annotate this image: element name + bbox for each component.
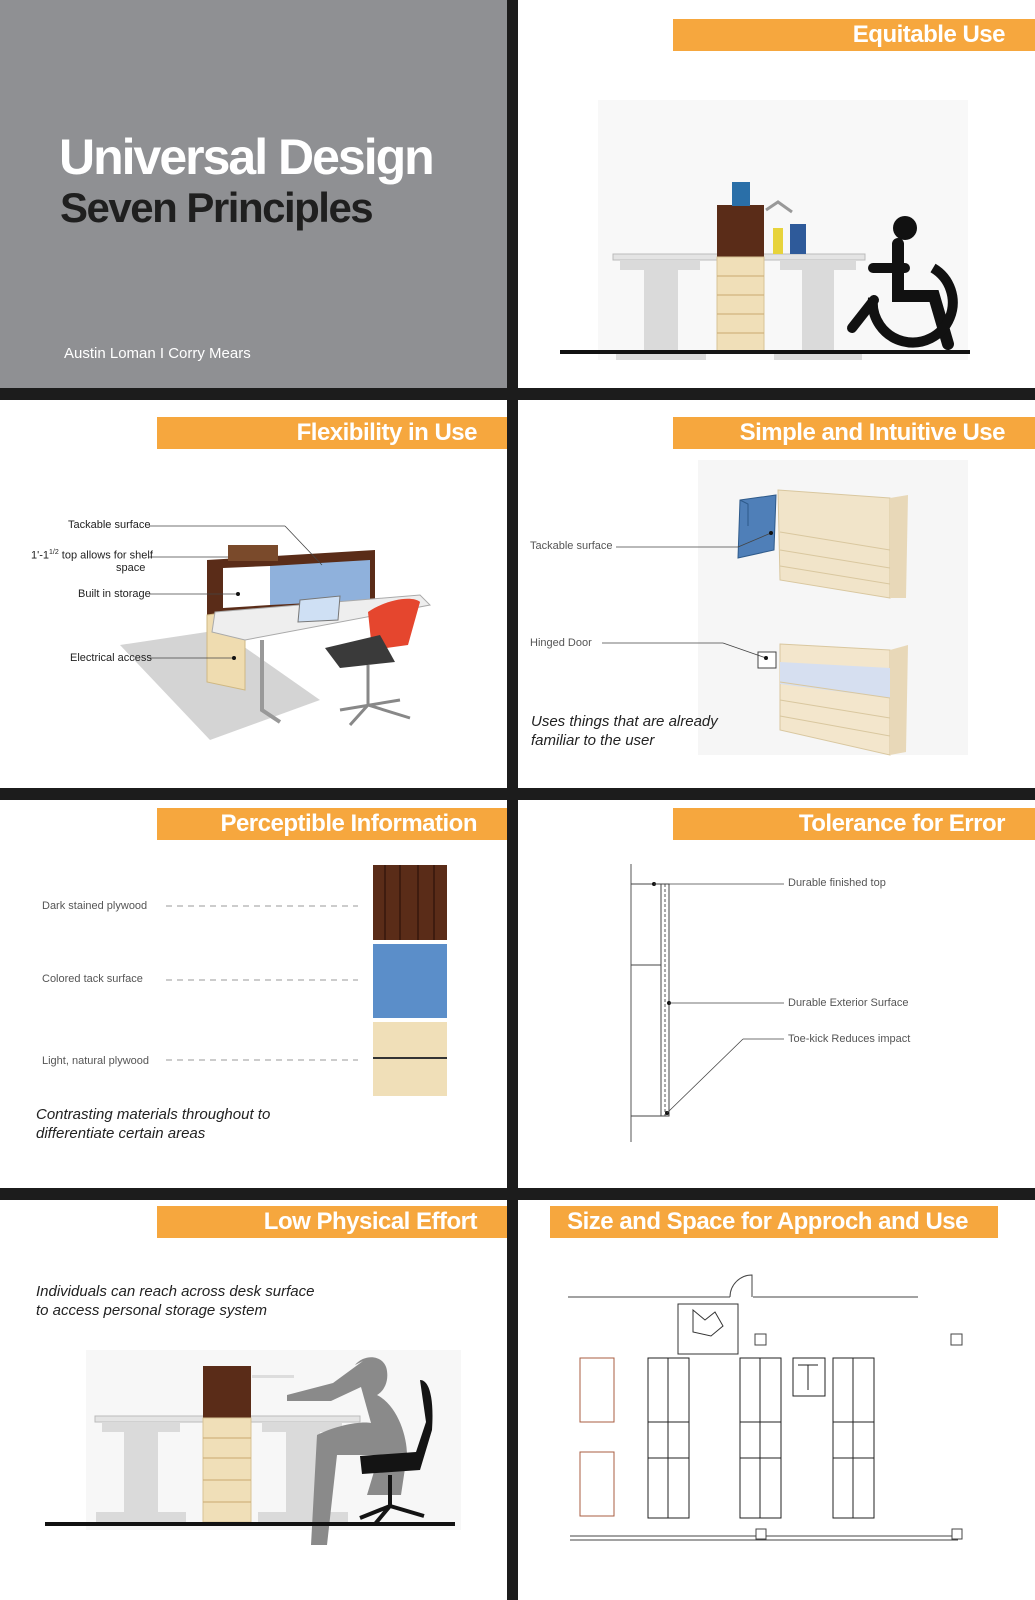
slide-title: Equitable Use [673,19,1035,51]
cover-slide [0,0,507,388]
label-electrical-access: Electrical access [70,652,152,664]
label-durable-exterior-surface: Durable Exterior Surface [788,997,909,1009]
slide-title: Tolerance for Error [673,808,1035,840]
label-toe-kick: Toe-kick Reduces impact [788,1033,911,1045]
label-space: space [116,562,146,574]
label-tackable-surface: Tackable surface [68,519,151,531]
reach-illustration [0,1200,507,1600]
floor-plan [518,1200,1035,1600]
label-tackable-surface: Tackable surface [530,540,613,552]
label-built-in-storage: Built in storage [78,588,151,600]
desk-illustration [0,400,507,788]
slide-title: Low Physical Effort [157,1206,507,1238]
label-dark-stained-plywood: Dark stained plywood [42,900,148,912]
slide-title: Perceptible Information [157,808,507,840]
slide-size-and-space [518,1200,1035,1600]
section-drawing [518,800,1035,1188]
label-durable-finished-top: Durable finished top [788,877,886,889]
slide-caption: Individuals can reach across desk surface to access personal storage system [36,1283,315,1319]
slide-caption: Contrasting materials throughout to differentiate certain areas [36,1106,271,1142]
slide-flexibility-in-use [0,400,507,788]
slide-low-physical-effort [0,1200,507,1600]
slide-caption: Uses things that are already familiar to the user [531,713,718,749]
cover-title: Universal Design [59,129,433,185]
slide-title: Flexibility in Use [157,417,507,449]
label-hinged-door: Hinged Door [530,637,592,649]
slide-simple-intuitive-use [518,400,1035,788]
desk-wheelchair-illustration [518,0,1035,388]
label-light-natural-plywood: Light, natural plywood [42,1055,150,1067]
label-shelf-space: $1'-1^{1/2}$ top allows for shelf [31,549,153,562]
slide-title: Simple and Intuitive Use [673,417,1035,449]
slide-perceptible-information [0,800,507,1188]
slide-title: Size and Space for Approch and Use [550,1206,998,1238]
slide-tolerance-for-error [518,800,1035,1188]
label-colored-tack-surface: Colored tack surface [42,973,143,985]
slide-equitable-use [518,0,1035,388]
cover-subtitle: Seven Principles [60,184,373,231]
cover-authors: Austin Loman I Corry Mears [64,345,251,362]
